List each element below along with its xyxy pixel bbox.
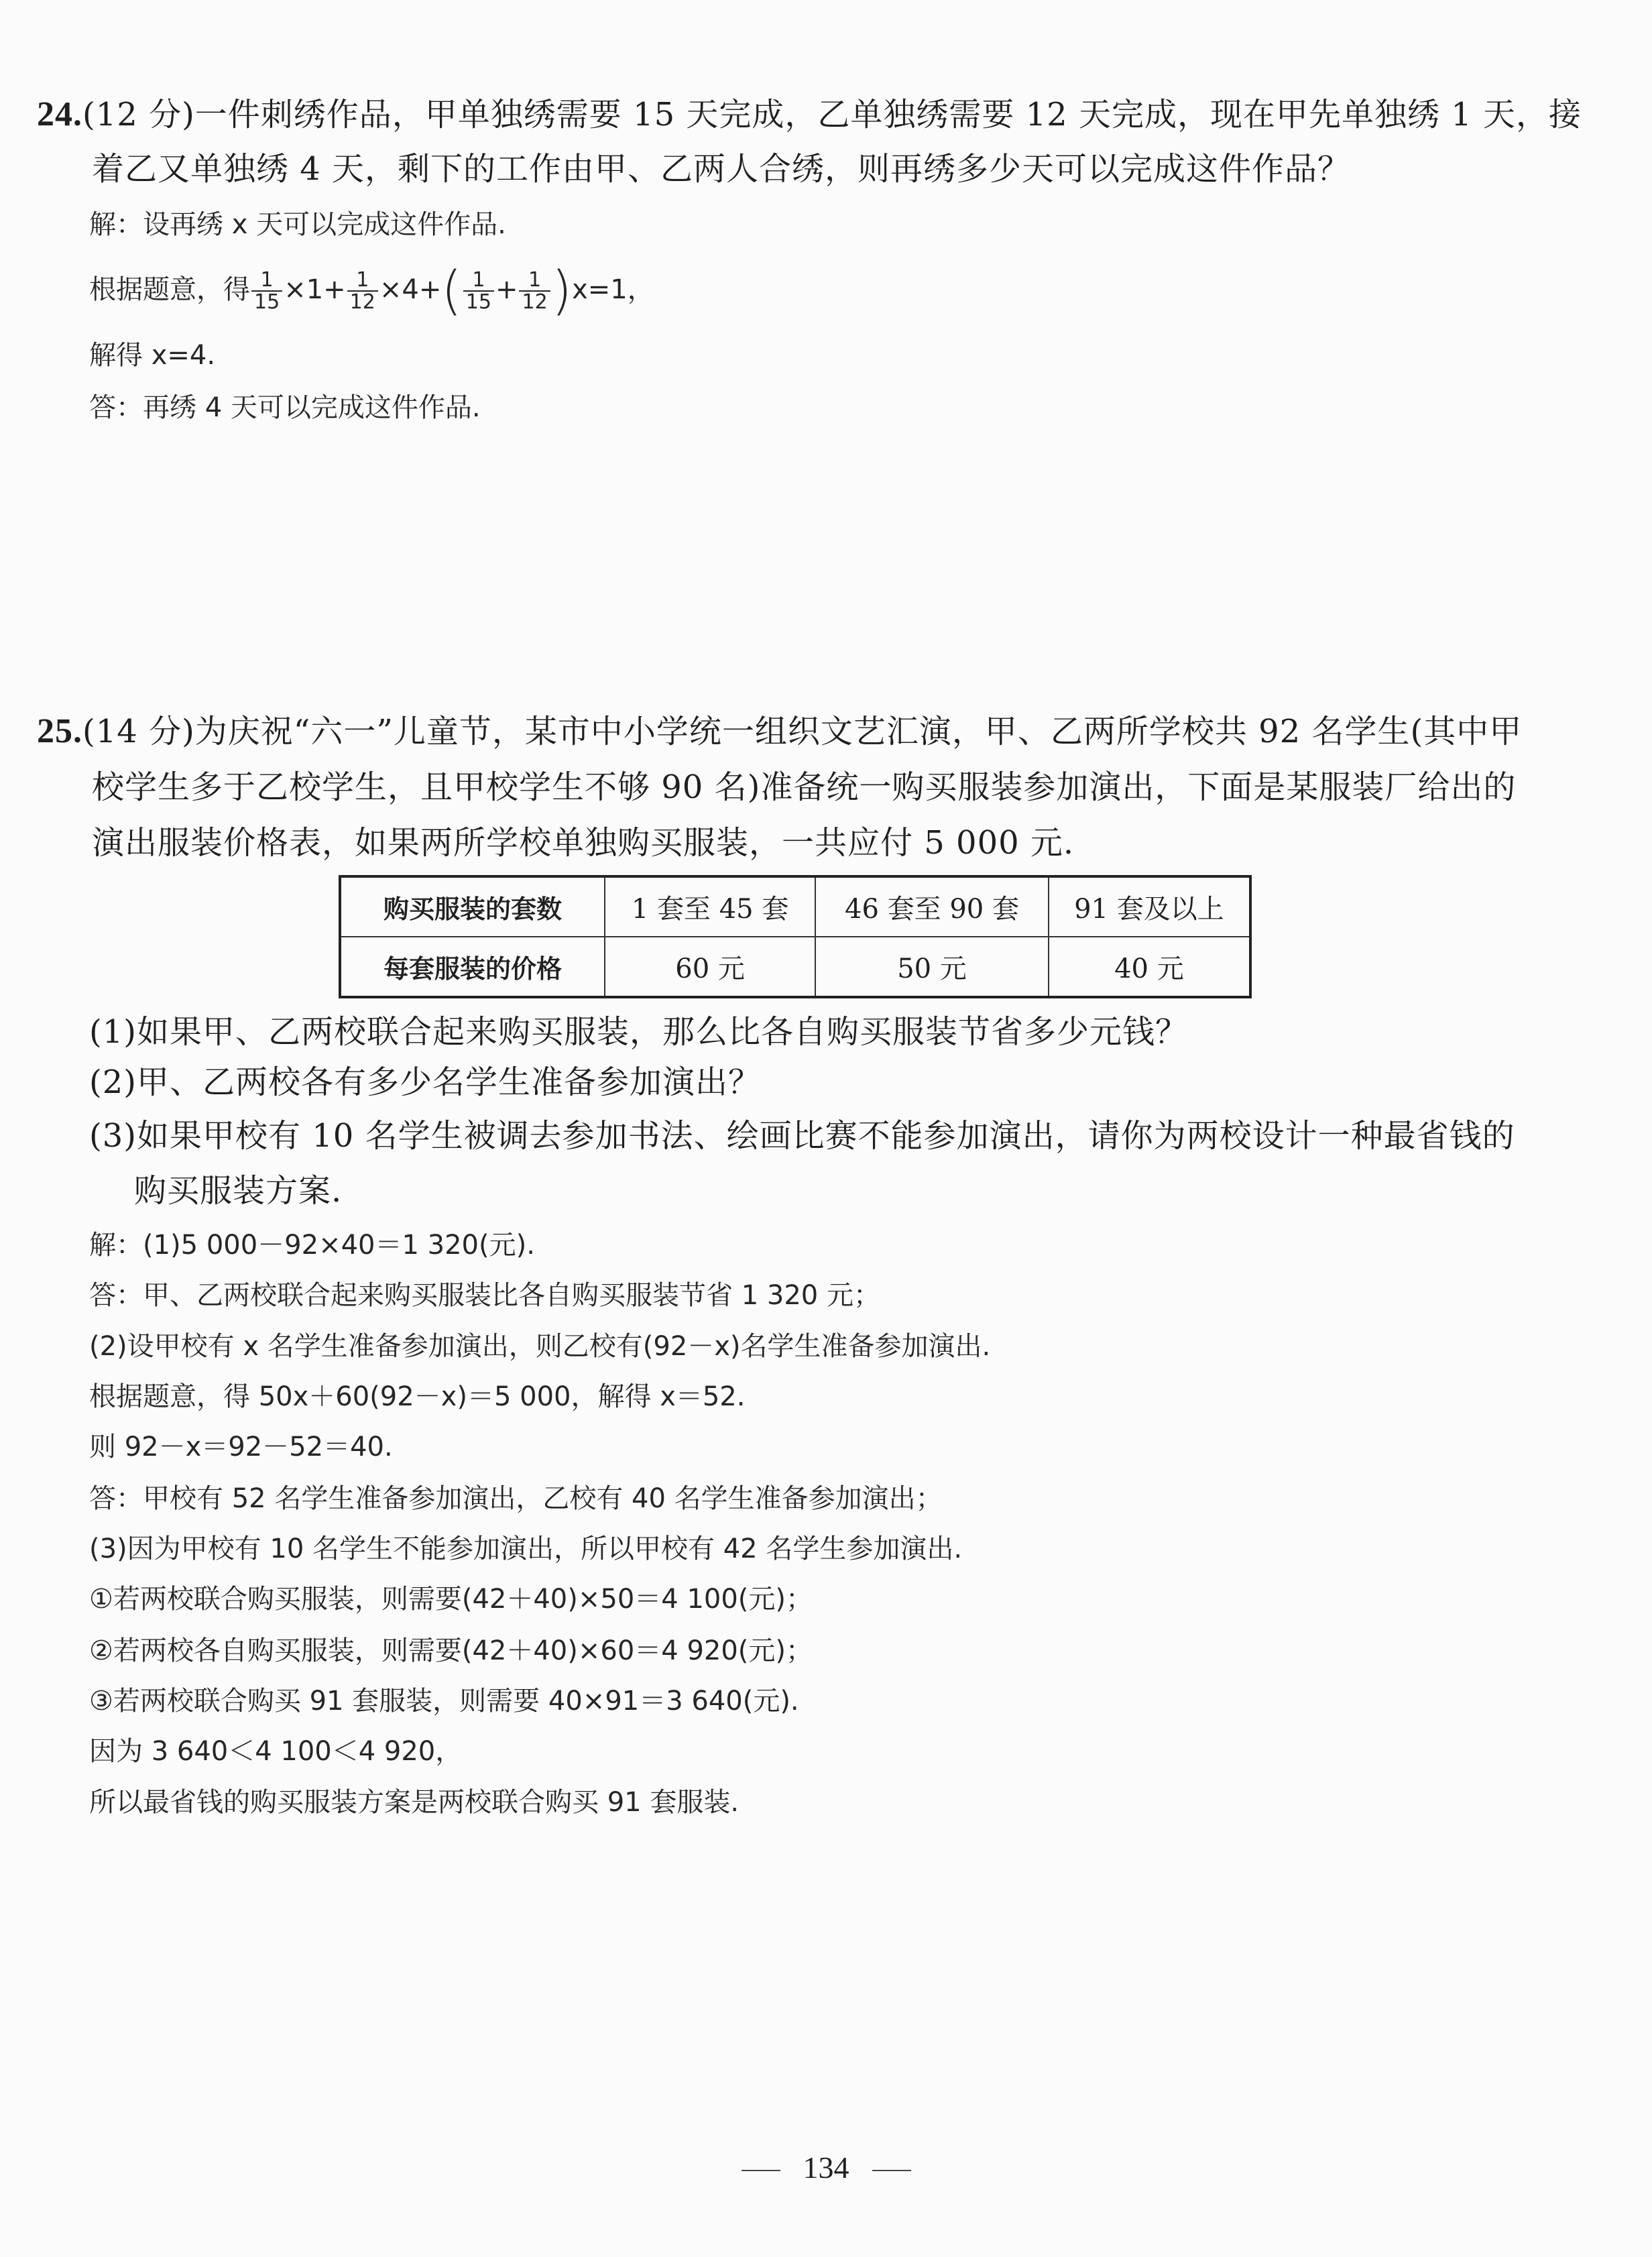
q24-answer: 答：再绣 4 天可以完成这件作品. [89, 392, 481, 423]
fraction: $\frac{1}{12}$ [519, 270, 550, 313]
table-cell: 46 套至 90 套 [815, 876, 1049, 937]
price-table [339, 875, 1252, 998]
q25-solution-2: 答：甲、乙两校联合起来购买服装比各自购买服装节省 1 320 元； [89, 1280, 880, 1311]
q24-solution-1: 解：设再绣 x 天可以完成这件作品. [89, 209, 506, 240]
q24-line-2: 着乙又单独绣 4 天，剩下的工作由甲、乙两人合绣，则再绣多少天可以完成这件作品？ [92, 150, 1351, 188]
q24-line-1: 24.(12 分)一件刺绣作品，甲单独绣需要 15 天完成，乙单独绣需要 12 天完成，现在甲先单独绣 1 天，接 [37, 95, 1582, 133]
divider [742, 2170, 780, 2171]
fraction: $\frac{1}{15}$ [251, 270, 282, 313]
table-cell: 50 元 [815, 937, 1049, 997]
table-row [340, 876, 1250, 937]
q24-number: 24. [37, 95, 82, 133]
q25-line-2: 校学生多于乙校学生，且甲校学生不够 90 名)准备统一购买服装参加演出，下面是某服装厂给出的 [92, 768, 1517, 806]
q25-part-1: (1)如果甲、乙两校联合起来购买服装，那么比各自购买服装节省多少元钱？ [89, 1013, 1188, 1051]
table-cell: 购买服装的套数 [340, 876, 605, 937]
table-cell: 1 套至 45 套 [605, 876, 815, 937]
q25-solution-9: ②若两校各自购买服装，则需要(42＋40)×60＝4 920(元)； [89, 1635, 813, 1666]
fraction: $\frac{1}{15}$ [463, 270, 494, 313]
q25-line-1: 25.(14 分)为庆祝“六一”儿童节，某市中小学统一组织文艺汇演，甲、乙两所学校共 92 名学生(其中甲 [37, 712, 1523, 750]
q25-solution-11: 因为 3 640＜4 100＜4 920， [89, 1736, 463, 1767]
page-number: 134 [0, 2150, 1652, 2185]
q25-part-3a: (3)如果甲校有 10 名学生被调去参加书法、绘画比赛不能参加演出，请你为两校设计一种最省钱的 [89, 1117, 1515, 1155]
q25-part-3b: 购买服装方案. [134, 1172, 343, 1210]
q25-solution-12: 所以最省钱的购买服装方案是两校联合购买 91 套服装. [89, 1787, 740, 1818]
q25-solution-1: 解：(1)5 000－92×40＝1 320(元). [89, 1230, 535, 1261]
table-cell: 每套服装的价格 [340, 937, 605, 997]
table-cell: 40 元 [1049, 937, 1250, 997]
q25-solution-8: ①若两校联合购买服装，则需要(42＋40)×50＝4 100(元)； [89, 1584, 813, 1615]
table-cell: 91 套及以上 [1049, 876, 1250, 937]
q25-part-2: (2)甲、乙两校各有多少名学生准备参加演出？ [89, 1063, 761, 1101]
table-row [340, 937, 1250, 997]
q25-solution-10: ③若两校联合购买 91 套服装，则需要 40×91＝3 640(元). [89, 1686, 799, 1717]
fraction: $\frac{1}{12}$ [347, 270, 378, 313]
q25-line-3: 演出服装价格表，如果两所学校单独购买服装，一共应付 5 000 元. [92, 824, 1075, 862]
divider [872, 2170, 911, 2171]
q24-equation: 根据题意，得 $\frac{1}{15}$ ×1+ $\frac{1}{12}$ ×4+( $\frac{1}{15}$ + $\frac{1}{12}$ )x=1， [89, 261, 654, 321]
table-cell: 60 元 [605, 937, 815, 997]
q24-solution-3: 解得 x=4. [89, 340, 216, 371]
q25-solution-3: (2)设甲校有 x 名学生准备参加演出，则乙校有(92－x)名学生准备参加演出. [89, 1331, 991, 1362]
q25-solution-4: 根据题意，得 50x＋60(92－x)＝5 000，解得 x＝52. [89, 1381, 746, 1412]
q25-number: 25. [37, 712, 82, 750]
q25-solution-7: (3)因为甲校有 10 名学生不能参加演出，所以甲校有 42 名学生参加演出. [89, 1533, 963, 1564]
q25-solution-6: 答：甲校有 52 名学生准备参加演出，乙校有 40 名学生准备参加演出； [89, 1483, 943, 1514]
q25-solution-5: 则 92－x＝92－52＝40. [89, 1432, 393, 1462]
